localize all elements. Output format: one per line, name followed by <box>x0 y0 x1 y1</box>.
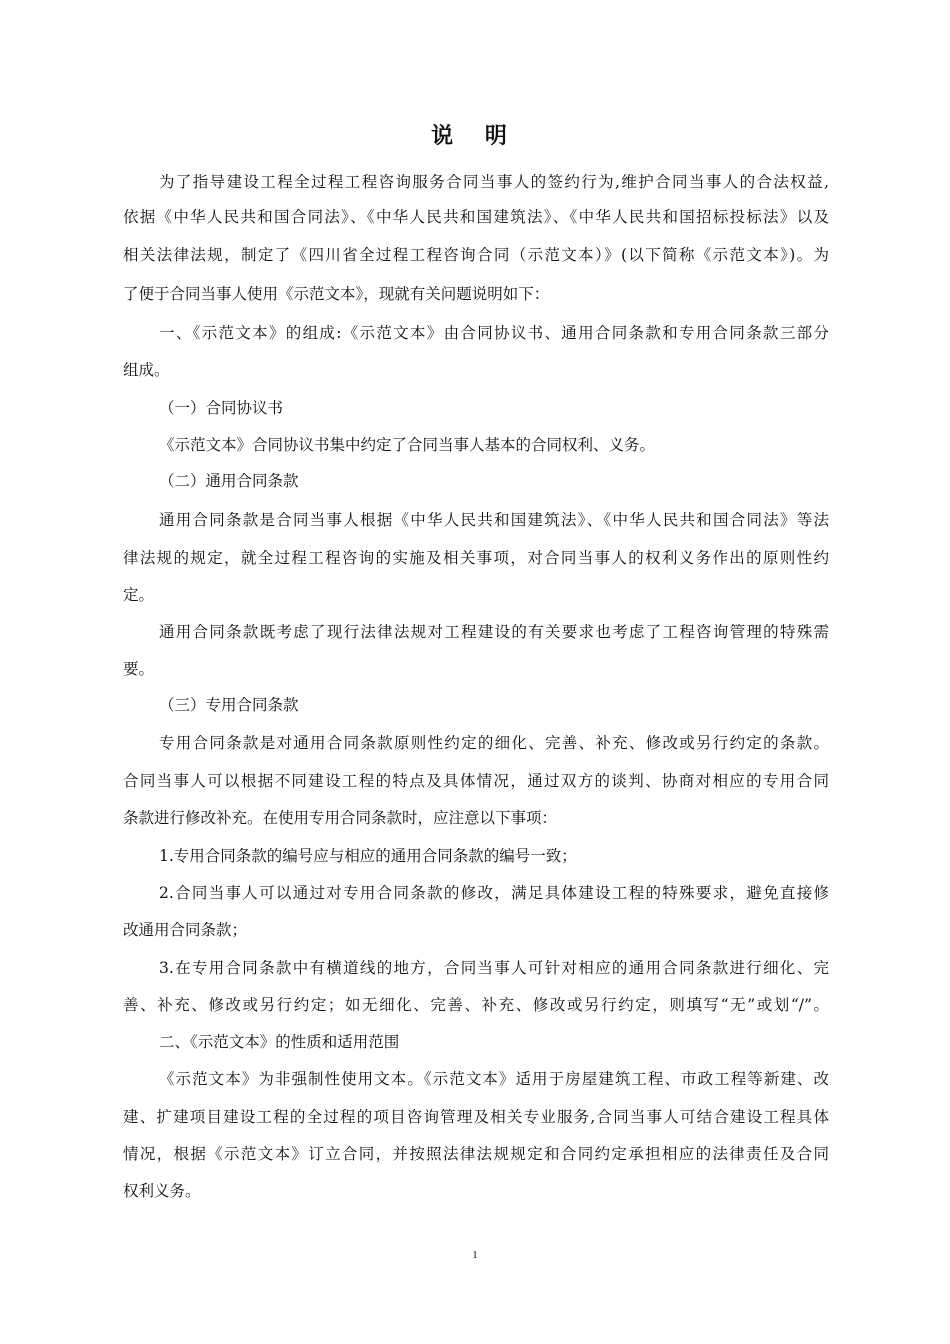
text-line: 《示范文本》合同协议书集中约定了合同当事人基本的合同权利、义务。 <box>159 436 656 454</box>
list-item: 2.合同当事人可以通过对专用合同条款的修改，满足具体建设工程的特殊要求，避免直接修 <box>159 884 829 902</box>
list-item: 1.专用合同条款的编号应与相应的通用合同条款的编号一致； <box>159 847 577 865</box>
text-line: 定。 <box>123 586 155 604</box>
text-line: 要。 <box>123 660 155 678</box>
text-line: 《示范文本》为非强制性使用文本。《示范文本》适用于房屋建筑工程、市政工程等新建、改 <box>159 1070 829 1088</box>
page-title: 说 明 <box>431 123 519 149</box>
subheading: （一）合同协议书 <box>159 399 284 417</box>
text-line: 相关法律法规，制定了《四川省全过程工程咨询合同（示范文本）》(以下简称《示范文本》)。为 <box>123 246 829 264</box>
text-line: 依据《中华人民共和国合同法》、《中华人民共和国建筑法》、《中华人民共和国招标投标法》以及 <box>123 208 829 226</box>
subheading: 二、《示范文本》的性质和适用范围 <box>159 1033 400 1051</box>
text-line: 建、扩建项目建设工程的全过程的项目咨询管理及相关专业服务,合同当事人可结合建设工程具体 <box>123 1108 829 1126</box>
page-number: 1 <box>472 1249 478 1261</box>
subheading: （二）通用合同条款 <box>159 472 299 490</box>
text-line: 合同当事人可以根据不同建设工程的特点及具体情况，通过双方的谈判、协商对相应的专用合同 <box>123 772 829 790</box>
text-line: 一、《示范文本》的组成:《示范文本》由合同协议书、通用合同条款和专用合同条款三部分 <box>159 324 829 342</box>
text-line: 改通用合同条款； <box>123 921 248 939</box>
text-line: 条款进行修改补充。在使用专用合同条款时，应注意以下事项： <box>123 809 558 827</box>
text-line: 通用合同条款既考虑了现行法律法规对工程建设的有关要求也考虑了工程咨询管理的特殊需 <box>159 623 829 641</box>
text-line: 权利义务。 <box>123 1182 201 1200</box>
subheading: （三）专用合同条款 <box>159 696 299 714</box>
text-line: 情况，根据《示范文本》订立合同，并按照法律法规规定和合同约定承担相应的法律责任及合同 <box>123 1145 829 1163</box>
text-line: 通用合同条款是合同当事人根据《中华人民共和国建筑法》、《中华人民共和国合同法》等法 <box>159 511 829 529</box>
text-line: 为了指导建设工程全过程工程咨询服务合同当事人的签约行为,维护合同当事人的合法权益, <box>159 173 829 191</box>
text-line: 组成。 <box>123 361 170 379</box>
text-line: 了便于合同当事人使用《示范文本》，现就有关问题说明如下： <box>123 285 550 303</box>
text-line: 善、补充、修改或另行约定；如无细化、完善、补充、修改或另行约定，则填写“无”或划“/”。 <box>123 996 829 1014</box>
text-line: 专用合同条款是对通用合同条款原则性约定的细化、完善、补充、修改或另行约定的条款。 <box>159 734 829 752</box>
text-line: 律法规的规定，就全过程工程咨询的实施及相关事项，对合同当事人的权利义务作出的原则性约 <box>123 549 829 567</box>
list-item: 3.在专用合同条款中有横道线的地方，合同当事人可针对相应的通用合同条款进行细化、完 <box>159 959 829 977</box>
